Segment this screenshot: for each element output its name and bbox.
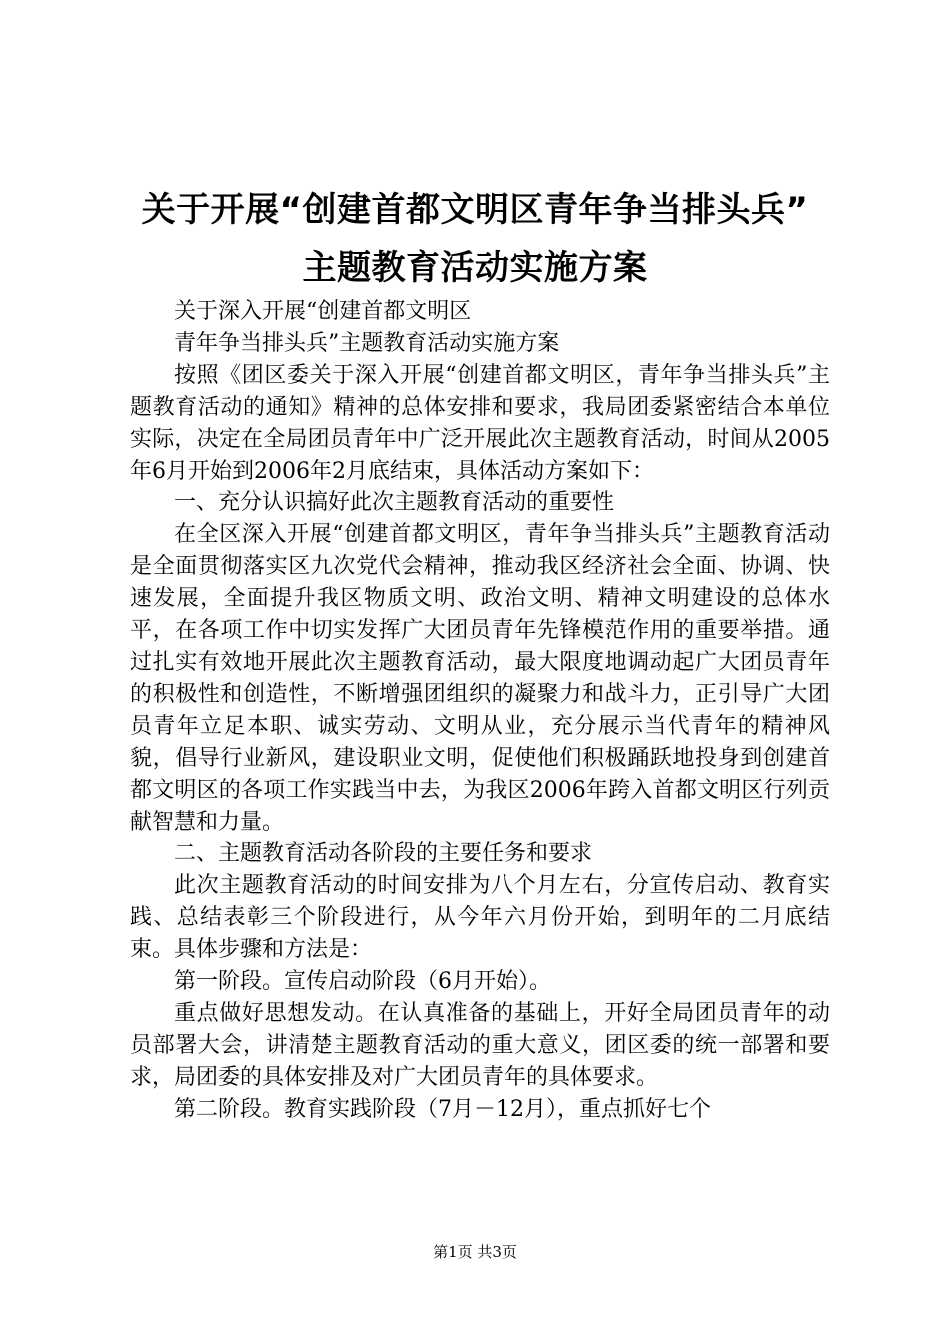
- paragraph: 在全区深入开展“创建首都文明区，青年争当排头兵”主题教育活动是全面贯彻落实区九次党代会精神，推动我区经济社会全面、协调、快速发展，全面提升我区物质文明、政治文明、精神文明建设的总体水平，在各项工作中切实发挥广大团员青年先锋模范作用的重要举措。通过扎实有效地开展此次主题教育活动，最大限度地调动起广大团员青年的积极性和创造性，不断增强团组织的凝聚力和战斗力，正引导广大团员青年立足本职、诚实劳动、文明从业，充分展示当代青年的精神风貌，倡导行业新风，建设职业文明，促使他们积极踊跃地投身到创建首都文明区的各项工作实践当中去，为我区2006年跨入首都文明区行列贡献智慧和力量。: [130, 522, 830, 835]
- document-title-line-1: 关于开展“创建首都文明区青年争当排头兵”: [141, 190, 809, 230]
- paragraph: 青年争当排头兵”主题教育活动实施方案: [174, 330, 560, 356]
- paragraph: 关于深入开展“创建首都文明区: [174, 299, 472, 324]
- section-heading: 一、充分认识搞好此次主题教育活动的重要性: [174, 490, 615, 516]
- page-number-footer: 第1页 共3页: [433, 1243, 517, 1261]
- section-heading: 二、主题教育活动各阶段的主要任务和要求: [174, 841, 593, 867]
- document-body: [130, 296, 830, 1126]
- paragraph: 此次主题教育活动的时间安排为八个月左右，分宣传启动、教育实践、总结表彰三个阶段进行，从今年六月份开始，到明年的二月底结束。具体步骤和方法是：: [130, 873, 830, 963]
- stage-heading: 第二阶段。教育实践阶段（7月－12月），重点抓好七个: [174, 1096, 711, 1122]
- paragraph: 重点做好思想发动。在认真准备的基础上，开好全局团员青年的动员部署大会，讲清楚主题教育活动的重大意义，团区委的统一部署和要求，局团委的具体安排及对广大团员青年的具体要求。: [130, 1000, 830, 1090]
- stage-heading: 第一阶段。宣传启动阶段（6月开始）。: [174, 969, 551, 995]
- document-title-line-2: 主题教育活动实施方案: [302, 248, 648, 288]
- paragraph: 按照《团区委关于深入开展“创建首都文明区，青年争当排头兵”主题教育活动的通知》精神的总体安排和要求，我局团委紧密结合本单位实际，决定在全局团员青年中广泛开展此次主题教育活动，时间从2005年6月开始到2006年2月底结束，具体活动方案如下：: [130, 362, 830, 484]
